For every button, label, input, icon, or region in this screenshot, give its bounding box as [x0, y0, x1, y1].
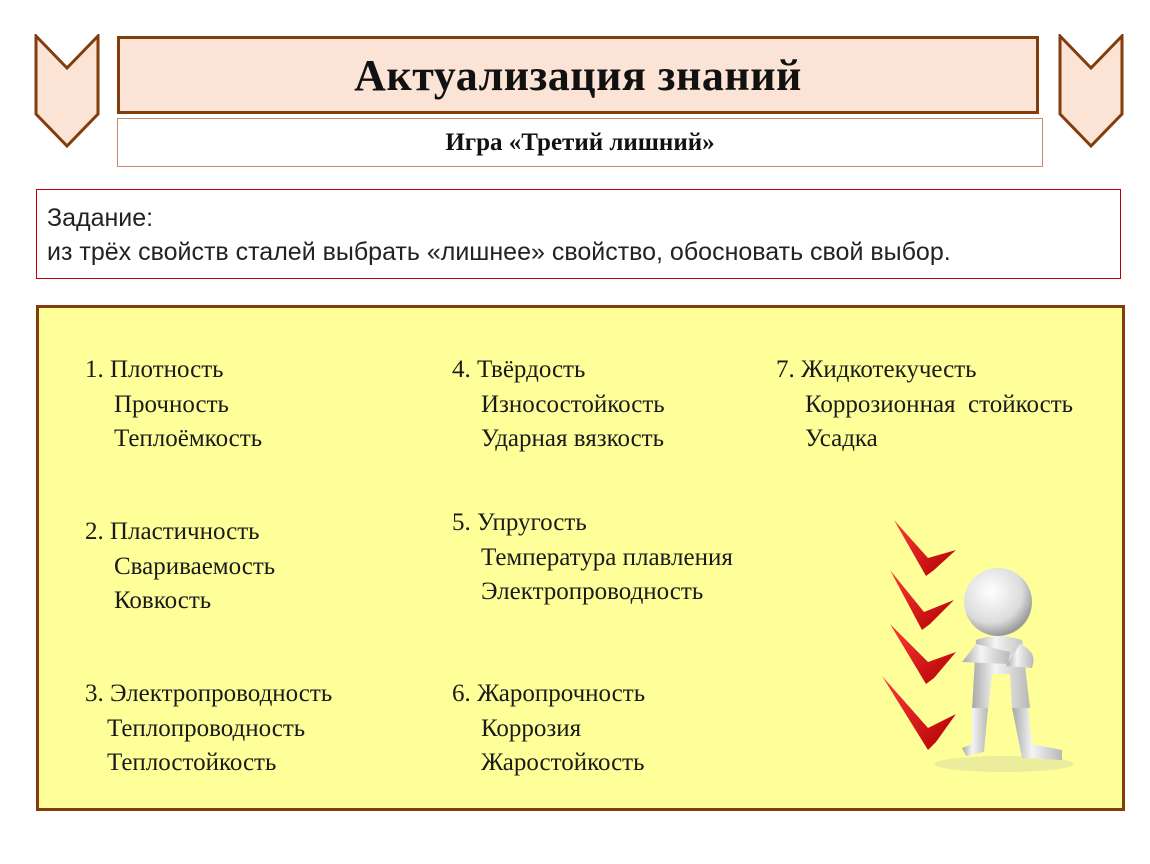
property-item: Температура плавления [481, 543, 733, 571]
property-item: Коррозия [481, 714, 582, 742]
left-chevron-arrow-icon [34, 34, 100, 148]
property-item: Теплостойкость [107, 749, 277, 776]
group-number: 5. [452, 509, 471, 536]
page-title: Актуализация знаний [354, 50, 802, 100]
group-first-line [452, 677, 645, 712]
task-box [36, 189, 1121, 279]
property-group-5 [452, 506, 733, 610]
property-item: Пластичность [110, 518, 260, 545]
property-item: Жаропрочность [477, 680, 646, 707]
property-item: Жидкотекучесть [801, 356, 977, 383]
group-first-line [776, 353, 1073, 388]
property-item: Коррозионная стойкость [805, 390, 1074, 418]
subtitle-banner [117, 118, 1043, 167]
checkmark-icon [890, 570, 954, 630]
task-label: Задание: [47, 204, 154, 232]
property-group-2 [85, 515, 275, 619]
property-item: Прочность [114, 390, 229, 418]
property-group-4 [452, 353, 665, 457]
white-figure-with-checkmarks-icon [872, 512, 1082, 774]
property-item: Ковкость [114, 587, 212, 614]
property-item: Твёрдость [477, 356, 586, 383]
property-item: Плотность [110, 356, 224, 383]
property-item: Усадка [805, 425, 878, 452]
right-chevron-arrow-icon [1058, 34, 1124, 148]
property-item: Свариваемость [114, 552, 276, 580]
group-number: 2. [85, 518, 104, 545]
group-number: 6. [452, 680, 471, 707]
group-first-line [85, 677, 332, 712]
property-group-7 [776, 353, 1073, 457]
checkmark-icon [890, 624, 956, 684]
checkmark-icon [882, 676, 956, 750]
group-number: 7. [776, 356, 795, 383]
property-item: Электропроводность [110, 680, 333, 707]
property-item: Электропроводность [481, 578, 704, 605]
task-text: из трёх свойств сталей выбрать «лишнее» свойство, обосновать свой выбор. [47, 238, 951, 266]
title-banner [117, 36, 1039, 114]
group-first-line [452, 506, 733, 541]
property-group-1 [85, 353, 262, 457]
group-first-line [452, 353, 665, 388]
page-subtitle: Игра «Третий лишний» [445, 128, 715, 156]
group-first-line [85, 353, 262, 388]
checkmark-icon [894, 520, 956, 576]
property-item: Жаростойкость [481, 749, 645, 776]
property-item: Теплопроводность [107, 714, 306, 742]
property-item: Упругость [477, 509, 587, 536]
property-group-3 [85, 677, 332, 781]
group-number: 1. [85, 356, 104, 383]
group-first-line [85, 515, 275, 550]
property-item: Теплоёмкость [114, 425, 263, 452]
property-item: Износостойкость [481, 390, 665, 418]
group-number: 3. [85, 680, 104, 707]
property-group-6 [452, 677, 645, 781]
property-item: Ударная вязкость [481, 425, 665, 452]
group-number: 4. [452, 356, 471, 383]
